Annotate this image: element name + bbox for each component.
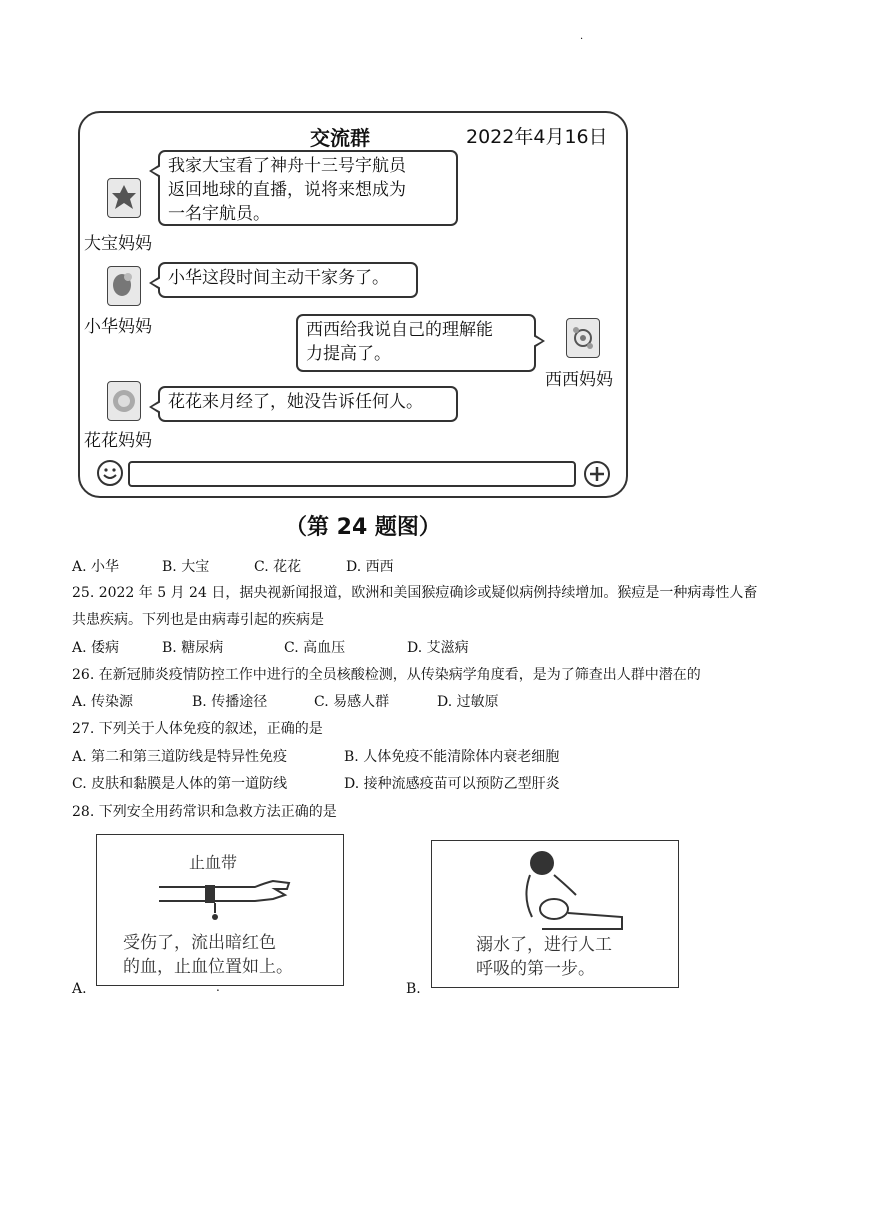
q27-option-c: C. 皮肤和黏膜是人体的第一道防线	[72, 776, 288, 792]
message-1-line-3: 一名宇航员。	[168, 204, 270, 224]
stray-dot-2: .	[216, 980, 220, 994]
username-huahua-mother: 花花妈妈	[84, 431, 152, 451]
chat-title: 交流群	[310, 126, 370, 150]
q28-a-text-line-1: 受伤了，流出暗红色	[123, 933, 276, 953]
avatar-xiaohua-mother	[107, 266, 141, 306]
message-bubble-2	[158, 262, 418, 298]
q28-option-a-label: A.	[72, 981, 87, 997]
q26-option-b: B. 传播途径	[192, 694, 268, 710]
q26-option-a: A. 传染源	[72, 694, 134, 710]
plus-icon[interactable]	[583, 460, 611, 488]
username-xiaohua-mother: 小华妈妈	[84, 317, 152, 337]
username-dabao-mother: 大宝妈妈	[84, 234, 152, 254]
username-xixi-mother: 西西妈妈	[545, 370, 613, 390]
q26-stem: 26. 在新冠肺炎疫情防控工作中进行的全员核酸检测，从传染病学角度看，是为了筛查出人群中潜在的	[72, 667, 701, 683]
q26-option-d: D. 过敏原	[437, 694, 499, 710]
q25-option-d: D. 艾滋病	[407, 640, 469, 656]
stray-dot: ·	[580, 34, 584, 45]
q28-stem: 28. 下列安全用药常识和急救方法正确的是	[72, 804, 337, 820]
q28-figure-b	[431, 840, 679, 988]
rescue-breathing-illustration	[502, 847, 632, 931]
figure-caption: （第 24 题图）	[285, 515, 441, 540]
message-bubble-4	[158, 386, 458, 422]
message-3-line-1: 西西给我说自己的理解能	[306, 320, 493, 340]
q24-option-b: B. 大宝	[162, 559, 210, 575]
message-bubble-1	[158, 150, 458, 226]
q28-b-text-line-1: 溺水了，进行人工	[476, 935, 612, 955]
message-1-line-1: 我家大宝看了神舟十三号宇航员	[168, 156, 406, 176]
q27-option-b: B. 人体免疫不能清除体内衰老细胞	[344, 749, 560, 765]
q25-option-a: A. 倭病	[72, 640, 120, 656]
message-1-line-2: 返回地球的直播，说将来想成为	[168, 180, 406, 200]
q24-option-d: D. 西西	[346, 559, 394, 575]
message-3-line-2: 力提高了。	[306, 344, 391, 364]
message-bubble-3	[296, 314, 536, 372]
message-input[interactable]	[128, 461, 576, 487]
tourniquet-label: 止血带	[189, 853, 238, 872]
q25-stem-line-1: 25. 2022 年 5 月 24 日，据央视新闻报道，欧洲和美国猴痘确诊或疑似病例持续增加。猴痘是一种病毒性人畜	[72, 585, 758, 601]
message-4-line-1: 花花来月经了，她没告诉任何人。	[168, 392, 423, 412]
q28-b-text-line-2: 呼吸的第一步。	[476, 959, 595, 979]
q28-figure-a	[96, 834, 344, 986]
avatar-dabao-mother	[107, 178, 141, 218]
avatar-xixi-mother	[566, 318, 600, 358]
chat-date: 2022年4月16日	[466, 126, 608, 148]
avatar-huahua-mother	[107, 381, 141, 421]
q27-option-d: D. 接种流感疫苗可以预防乙型肝炎	[344, 776, 560, 792]
q24-option-a: A. 小华	[72, 559, 120, 575]
q28-a-text-line-2: 的血，止血位置如上。	[123, 957, 293, 977]
q25-stem-line-2: 共患疾病。下列也是由病毒引起的疾病是	[72, 612, 324, 628]
q27-option-a: A. 第二和第三道防线是特异性免疫	[72, 749, 288, 765]
arm-tourniquet-illustration	[155, 875, 295, 925]
q25-option-b: B. 糖尿病	[162, 640, 224, 656]
q25-option-c: C. 高血压	[284, 640, 346, 656]
q26-option-c: C. 易感人群	[314, 694, 390, 710]
q28-option-b-label: B.	[406, 981, 421, 997]
q24-option-c: C. 花花	[254, 559, 302, 575]
message-2-line-1: 小华这段时间主动干家务了。	[168, 268, 389, 288]
q27-stem: 27. 下列关于人体免疫的叙述，正确的是	[72, 721, 323, 737]
smiley-icon[interactable]	[96, 459, 124, 487]
